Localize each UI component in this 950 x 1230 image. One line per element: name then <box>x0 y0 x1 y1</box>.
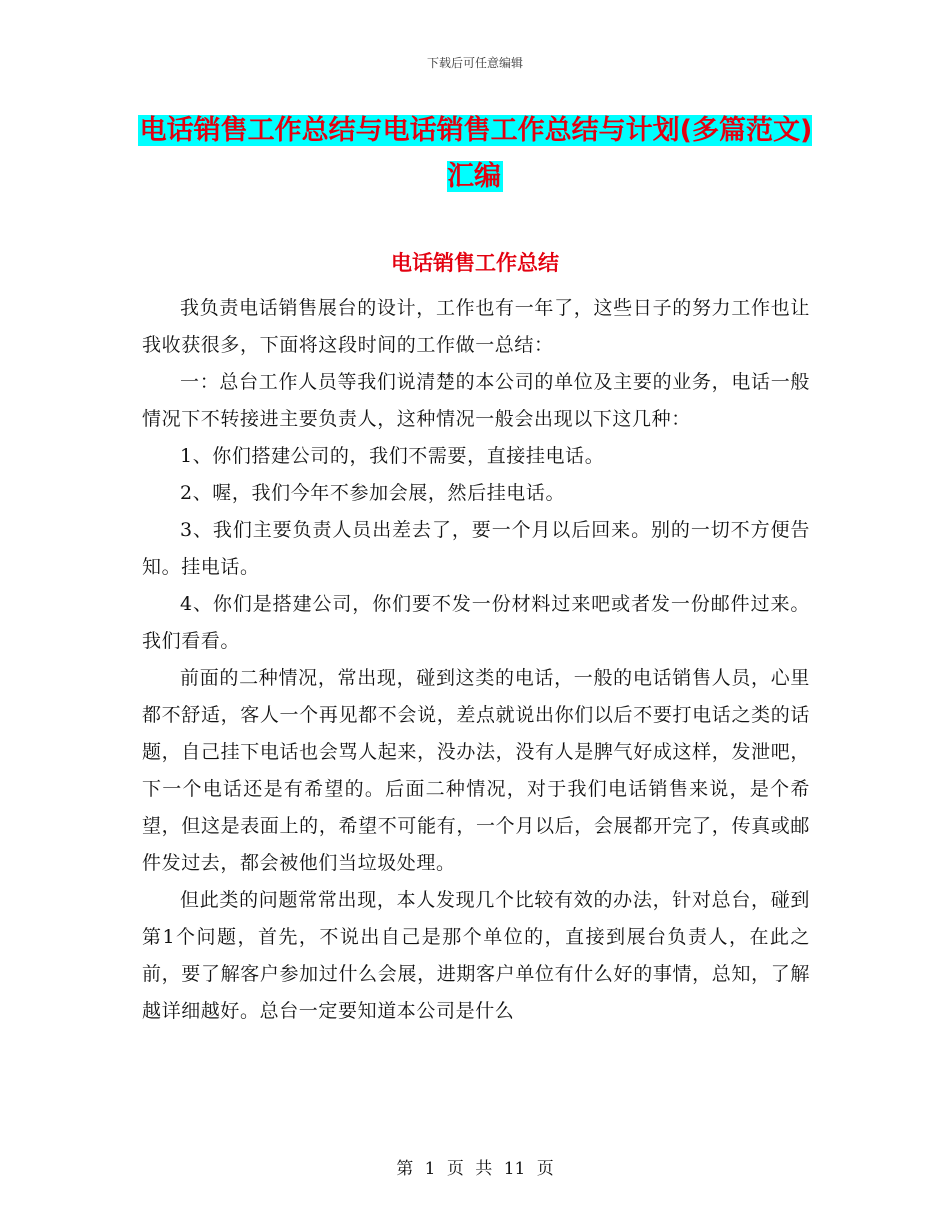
page-header-note: 下载后可任意编辑 <box>426 56 523 70</box>
document-title <box>130 108 820 200</box>
document-title-text: 电话销售工作总结与电话销售工作总结与计划(多篇范文)汇编 <box>139 115 813 192</box>
page-footer-number: 第 1 页 共 11 页 <box>396 1159 554 1179</box>
paragraph-point-one: 一：总台工作人员等我们说清楚的本公司的单位及主要的业务，电话一般情况下不转接进主要负责人，这种情况一般会出现以下这几种： <box>142 371 810 430</box>
paragraph-case-2: 2、喔，我们今年不参加会展，然后挂电话。 <box>180 482 566 504</box>
document-body <box>142 290 810 1030</box>
paragraph-case-3: 3、我们主要负责人员出差去了，要一个月以后回来。别的一切不方便告知。挂电话。 <box>142 519 810 578</box>
paragraph-solution: 但此类的问题常常出现，本人发现几个比较有效的办法，针对总台，碰到第1个问题，首先，不说出自己是那个单位的，直接到展台负责人，在此之前，要了解客户参加过什么会展，进期客户单位有什么好的事情，总知，了解越详细越好。总台一定要知道本公司是什么 <box>142 889 810 1022</box>
paragraph-case-1: 1、你们搭建公司的，我们不需要，直接挂电话。 <box>180 445 605 467</box>
paragraph-case-4: 4、你们是搭建公司，你们要不发一份材料过来吧或者发一份邮件过来。我们看看。 <box>142 593 810 652</box>
paragraph-intro: 我负责电话销售展台的设计，工作也有一年了，这些日子的努力工作也让我收获很多，下面将这段时间的工作做一总结： <box>142 297 810 356</box>
section-title: 电话销售工作总结 <box>391 251 559 275</box>
paragraph-analysis: 前面的二种情况，常出现，碰到这类的电话，一般的电话销售人员，心里都不舒适，客人一个再见都不会说，差点就说出你们以后不要打电话之类的话题，自己挂下电话也会骂人起来，没办法，没有人是脾气好成这样，发泄吧，下一个电话还是有希望的。后面二种情况，对于我们电话销售来说，是个希望，但这是表面上的，希望不可能有，一个月以后，会展都开完了，传真或邮件发过去，都会被他们当垃圾处理。 <box>142 667 810 874</box>
